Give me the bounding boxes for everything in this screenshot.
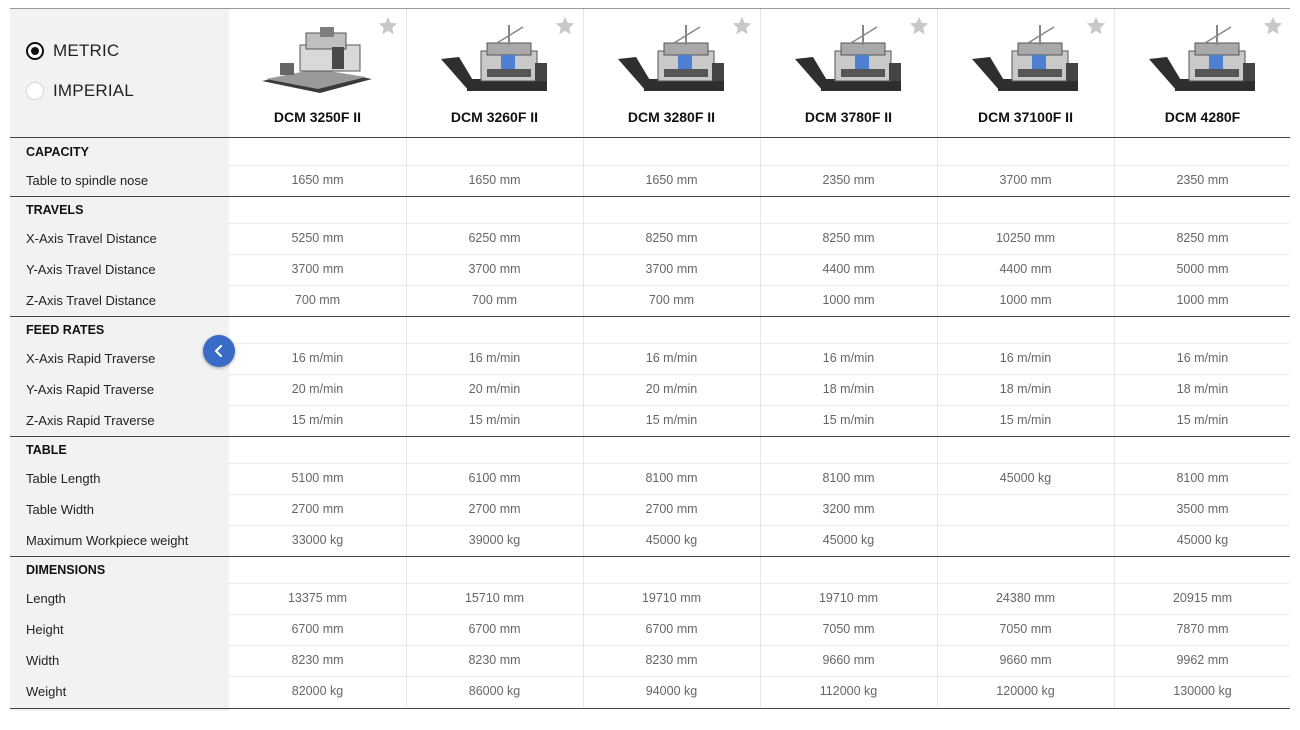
spec-value: 5250 mm: [291, 231, 344, 245]
column-divider: [760, 9, 761, 137]
star-icon[interactable]: [908, 15, 930, 37]
section-divider: [10, 196, 1290, 197]
spec-value: 24380 mm: [995, 591, 1056, 605]
column-divider: [937, 9, 938, 137]
spec-label: Maximum Workpiece weight: [26, 533, 189, 548]
column-divider: [760, 317, 761, 436]
spec-value: 2350 mm: [1176, 173, 1229, 187]
model-name: DCM 3260F II: [450, 109, 539, 125]
spec-value: 15 m/min: [468, 413, 521, 427]
spec-value: 15710 mm: [464, 591, 525, 605]
spec-value: 2700 mm: [645, 502, 698, 516]
spec-value: 8250 mm: [1176, 231, 1229, 245]
spec-label: X-Axis Travel Distance: [26, 231, 157, 246]
metric-radio-option[interactable]: [26, 41, 119, 61]
column-divider: [1114, 197, 1115, 316]
column-divider: [1114, 9, 1115, 137]
spec-value: 45000 kg: [822, 533, 875, 547]
star-icon[interactable]: [731, 15, 753, 37]
spec-value: 8100 mm: [822, 471, 875, 485]
spec-value: 20 m/min: [645, 382, 698, 396]
spec-value: 15 m/min: [291, 413, 344, 427]
section-title: FEED RATES: [26, 323, 105, 337]
spec-value: 8230 mm: [468, 653, 521, 667]
spec-value: 86000 kg: [468, 684, 521, 698]
spec-value: 8100 mm: [645, 471, 698, 485]
machine-image: [1145, 23, 1263, 105]
spec-value: 19710 mm: [818, 591, 879, 605]
column-divider: [406, 437, 407, 556]
section-title: TABLE: [26, 443, 67, 457]
section-divider: [10, 556, 1290, 557]
spec-value: 8250 mm: [645, 231, 698, 245]
model-name: DCM 4280F: [1164, 109, 1241, 125]
column-divider: [406, 317, 407, 436]
spec-value: 1650 mm: [291, 173, 344, 187]
model-name: DCM 37100F II: [978, 109, 1073, 125]
spec-value: 7870 mm: [1176, 622, 1229, 636]
scroll-left-button[interactable]: [203, 335, 235, 367]
spec-value: 2700 mm: [291, 502, 344, 516]
section-divider: [10, 316, 1290, 317]
model-column-header: [760, 9, 937, 137]
spec-value: 45000 kg: [1176, 533, 1229, 547]
spec-value: 3700 mm: [645, 262, 698, 276]
spec-value: 20 m/min: [291, 382, 344, 396]
metric-label: METRIC: [53, 41, 120, 60]
spec-label: Height: [26, 622, 64, 637]
spec-value: 16 m/min: [822, 351, 875, 365]
header-divider: [10, 137, 1290, 138]
column-divider: [406, 9, 407, 137]
spec-value: 10250 mm: [995, 231, 1056, 245]
spec-value: 8230 mm: [291, 653, 344, 667]
spec-value: 120000 kg: [996, 684, 1055, 698]
section-title: TRAVELS: [26, 203, 84, 217]
spec-value: 8250 mm: [822, 231, 875, 245]
spec-value: 4400 mm: [999, 262, 1052, 276]
spec-value: 18 m/min: [822, 382, 875, 396]
metric-radio-icon[interactable]: [26, 42, 44, 60]
column-divider: [583, 437, 584, 556]
model-name: DCM 3280F II: [627, 109, 716, 125]
spec-value: 39000 kg: [468, 533, 521, 547]
column-divider: [1114, 557, 1115, 707]
chevron-left-icon: [211, 343, 227, 359]
column-divider: [583, 317, 584, 436]
model-name: DCM 3780F II: [804, 109, 893, 125]
spec-value: 1000 mm: [822, 293, 875, 307]
spec-label: Weight: [26, 684, 67, 699]
spec-value: 6700 mm: [468, 622, 521, 636]
spec-value: 3700 mm: [468, 262, 521, 276]
spec-value: 700 mm: [648, 293, 695, 307]
column-divider: [1114, 437, 1115, 556]
section-title: CAPACITY: [26, 145, 89, 159]
spec-value: 16 m/min: [291, 351, 344, 365]
column-divider: [937, 197, 938, 316]
model-column-header: [937, 9, 1114, 137]
column-divider: [937, 139, 938, 196]
spec-value: 130000 kg: [1173, 684, 1232, 698]
column-divider: [760, 197, 761, 316]
spec-value: 6100 mm: [468, 471, 521, 485]
column-divider: [583, 557, 584, 707]
spec-value: 1000 mm: [1176, 293, 1229, 307]
spec-value: 9962 mm: [1176, 653, 1229, 667]
machine-image: [260, 23, 378, 105]
model-column-header: [406, 9, 583, 137]
column-divider: [583, 139, 584, 196]
spec-value: 13375 mm: [287, 591, 348, 605]
column-divider: [760, 437, 761, 556]
spec-value: 8100 mm: [1176, 471, 1229, 485]
spec-value: 16 m/min: [1176, 351, 1229, 365]
column-divider: [406, 557, 407, 707]
model-column-header: [229, 9, 406, 137]
spec-value: 18 m/min: [999, 382, 1052, 396]
section-divider: [10, 436, 1290, 437]
column-divider: [937, 317, 938, 436]
machine-image: [437, 23, 555, 105]
spec-value: 1650 mm: [645, 173, 698, 187]
spec-value: 16 m/min: [999, 351, 1052, 365]
machine-image: [614, 23, 732, 105]
spec-value: 7050 mm: [822, 622, 875, 636]
spec-label: Table Width: [26, 502, 94, 517]
spec-value: 45000 kg: [645, 533, 698, 547]
spec-value: 5100 mm: [291, 471, 344, 485]
section-title: DIMENSIONS: [26, 563, 106, 577]
spec-label: Table to spindle nose: [26, 173, 149, 188]
spec-value: 16 m/min: [468, 351, 521, 365]
column-divider: [406, 197, 407, 316]
spec-value: 3700 mm: [999, 173, 1052, 187]
column-divider: [760, 557, 761, 707]
column-divider: [1114, 139, 1115, 196]
column-divider: [1114, 317, 1115, 436]
spec-value: 20915 mm: [1172, 591, 1233, 605]
imperial-label: IMPERIAL: [53, 81, 134, 100]
spec-label: Y-Axis Rapid Traverse: [26, 382, 155, 397]
model-column-header: [583, 9, 760, 137]
imperial-radio-option[interactable]: [26, 81, 134, 101]
spec-value: 700 mm: [294, 293, 341, 307]
spec-value: 3500 mm: [1176, 502, 1229, 516]
star-icon[interactable]: [1085, 15, 1107, 37]
spec-value: 3700 mm: [291, 262, 344, 276]
column-divider: [937, 437, 938, 556]
spec-value: 18 m/min: [1176, 382, 1229, 396]
star-icon[interactable]: [554, 15, 576, 37]
star-icon[interactable]: [1262, 15, 1284, 37]
spec-value: 8230 mm: [645, 653, 698, 667]
spec-value: 19710 mm: [641, 591, 702, 605]
spec-value: 112000 kg: [819, 684, 878, 698]
spec-label: Z-Axis Rapid Traverse: [26, 413, 155, 428]
spec-value: 7050 mm: [999, 622, 1052, 636]
spec-value: 15 m/min: [822, 413, 875, 427]
spec-value: 3200 mm: [822, 502, 875, 516]
spec-value: 1650 mm: [468, 173, 521, 187]
spec-value: 15 m/min: [1176, 413, 1229, 427]
column-divider: [937, 557, 938, 707]
column-divider: [583, 197, 584, 316]
spec-value: 2350 mm: [822, 173, 875, 187]
spec-value: 1000 mm: [999, 293, 1052, 307]
spec-value: 6700 mm: [291, 622, 344, 636]
spec-label: X-Axis Rapid Traverse: [26, 351, 156, 366]
spec-label: Width: [26, 653, 60, 668]
spec-value: 94000 kg: [645, 684, 698, 698]
spec-value: 2700 mm: [468, 502, 521, 516]
machine-image: [791, 23, 909, 105]
spec-value: 9660 mm: [822, 653, 875, 667]
imperial-radio-icon[interactable]: [26, 82, 44, 100]
spec-value: 82000 kg: [291, 684, 344, 698]
column-divider: [760, 139, 761, 196]
spec-value: 16 m/min: [645, 351, 698, 365]
machine-image: [968, 23, 1086, 105]
spec-value: 33000 kg: [291, 533, 344, 547]
spec-value: 15 m/min: [645, 413, 698, 427]
star-icon[interactable]: [377, 15, 399, 37]
column-divider: [406, 139, 407, 196]
spec-value: 6700 mm: [645, 622, 698, 636]
spec-label: Length: [26, 591, 66, 606]
spec-value: 15 m/min: [999, 413, 1052, 427]
spec-label: Z-Axis Travel Distance: [26, 293, 157, 308]
spec-value: 5000 mm: [1176, 262, 1229, 276]
spec-label: Y-Axis Travel Distance: [26, 262, 156, 277]
table-bottom-divider: [10, 708, 1290, 709]
spec-value: 20 m/min: [468, 382, 521, 396]
column-divider: [583, 9, 584, 137]
spec-label: Table Length: [26, 471, 101, 486]
model-name: DCM 3250F II: [273, 109, 362, 125]
spec-value: 9660 mm: [999, 653, 1052, 667]
spec-value: 6250 mm: [468, 231, 521, 245]
model-column-header: [1114, 9, 1291, 137]
spec-value: 45000 kg: [999, 471, 1052, 485]
spec-value: 700 mm: [471, 293, 518, 307]
spec-value: 4400 mm: [822, 262, 875, 276]
